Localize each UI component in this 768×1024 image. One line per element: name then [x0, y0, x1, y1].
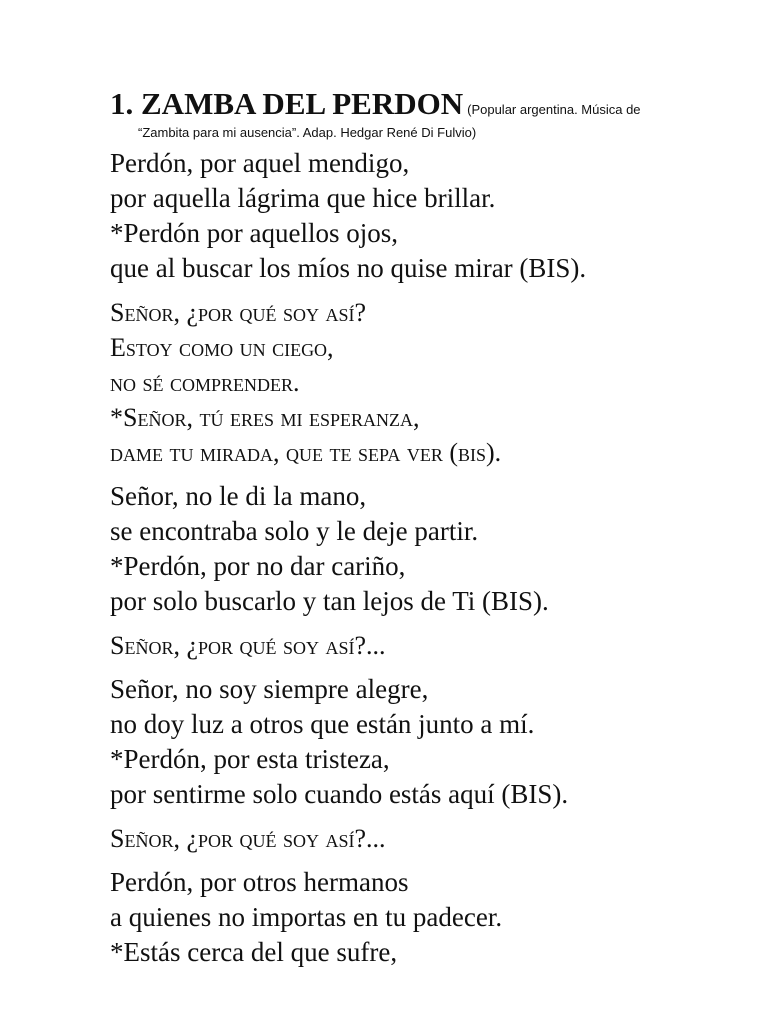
lyric-line: no doy luz a otros que están junto a mí.	[110, 709, 535, 739]
refrain-line: *Señor, tú eres mi esperanza,	[110, 403, 420, 432]
refrain-line: Señor, ¿por qué soy así?...	[110, 824, 386, 853]
song-title: 1. ZAMBA DEL PERDON	[110, 86, 464, 121]
refrain-line: Estoy como un ciego,	[110, 333, 334, 362]
lyric-line: se encontraba solo y le deje partir.	[110, 516, 479, 546]
refrain-2	[110, 628, 750, 663]
lyric-line: a quienes no importas en tu padecer.	[110, 902, 503, 932]
song-page	[110, 84, 750, 970]
verse-3	[110, 672, 750, 812]
lyric-line: por sentirme solo cuando estás aquí (BIS).	[110, 779, 569, 809]
refrain-line: dame tu mirada, que te sepa ver (bis).	[110, 438, 502, 467]
lyric-line: que al buscar los míos no quise mirar (BIS).	[110, 253, 587, 283]
verse-2	[110, 479, 750, 619]
refrain-3	[110, 821, 750, 856]
lyric-line: *Perdón, por no dar cariño,	[110, 551, 406, 581]
lyric-line: Señor, no le di la mano,	[110, 481, 367, 511]
lyric-line: *Perdón, por esta tristeza,	[110, 744, 390, 774]
refrain-1	[110, 295, 750, 470]
lyric-line: por aquella lágrima que hice brillar.	[110, 183, 496, 213]
lyric-line: *Estás cerca del que sufre,	[110, 937, 398, 967]
verse-4	[110, 865, 750, 970]
song-source-note-continued: “Zambita para mi ausencia”. Adap. Hedgar René Di Fulvio)	[138, 125, 477, 140]
lyric-line: Perdón, por otros hermanos	[110, 867, 409, 897]
lyric-line: Perdón, por aquel mendigo,	[110, 148, 410, 178]
refrain-line: Señor, ¿por qué soy así?	[110, 298, 367, 327]
refrain-line: Señor, ¿por qué soy así?...	[110, 631, 386, 660]
lyric-line: Señor, no soy siempre alegre,	[110, 674, 429, 704]
refrain-line: no sé comprender.	[110, 368, 300, 397]
song-source-note: (Popular argentina. Música de	[467, 102, 641, 117]
lyric-line: por solo buscarlo y tan lejos de Ti (BIS).	[110, 586, 549, 616]
lyric-line: *Perdón por aquellos ojos,	[110, 218, 398, 248]
verse-1	[110, 146, 750, 286]
